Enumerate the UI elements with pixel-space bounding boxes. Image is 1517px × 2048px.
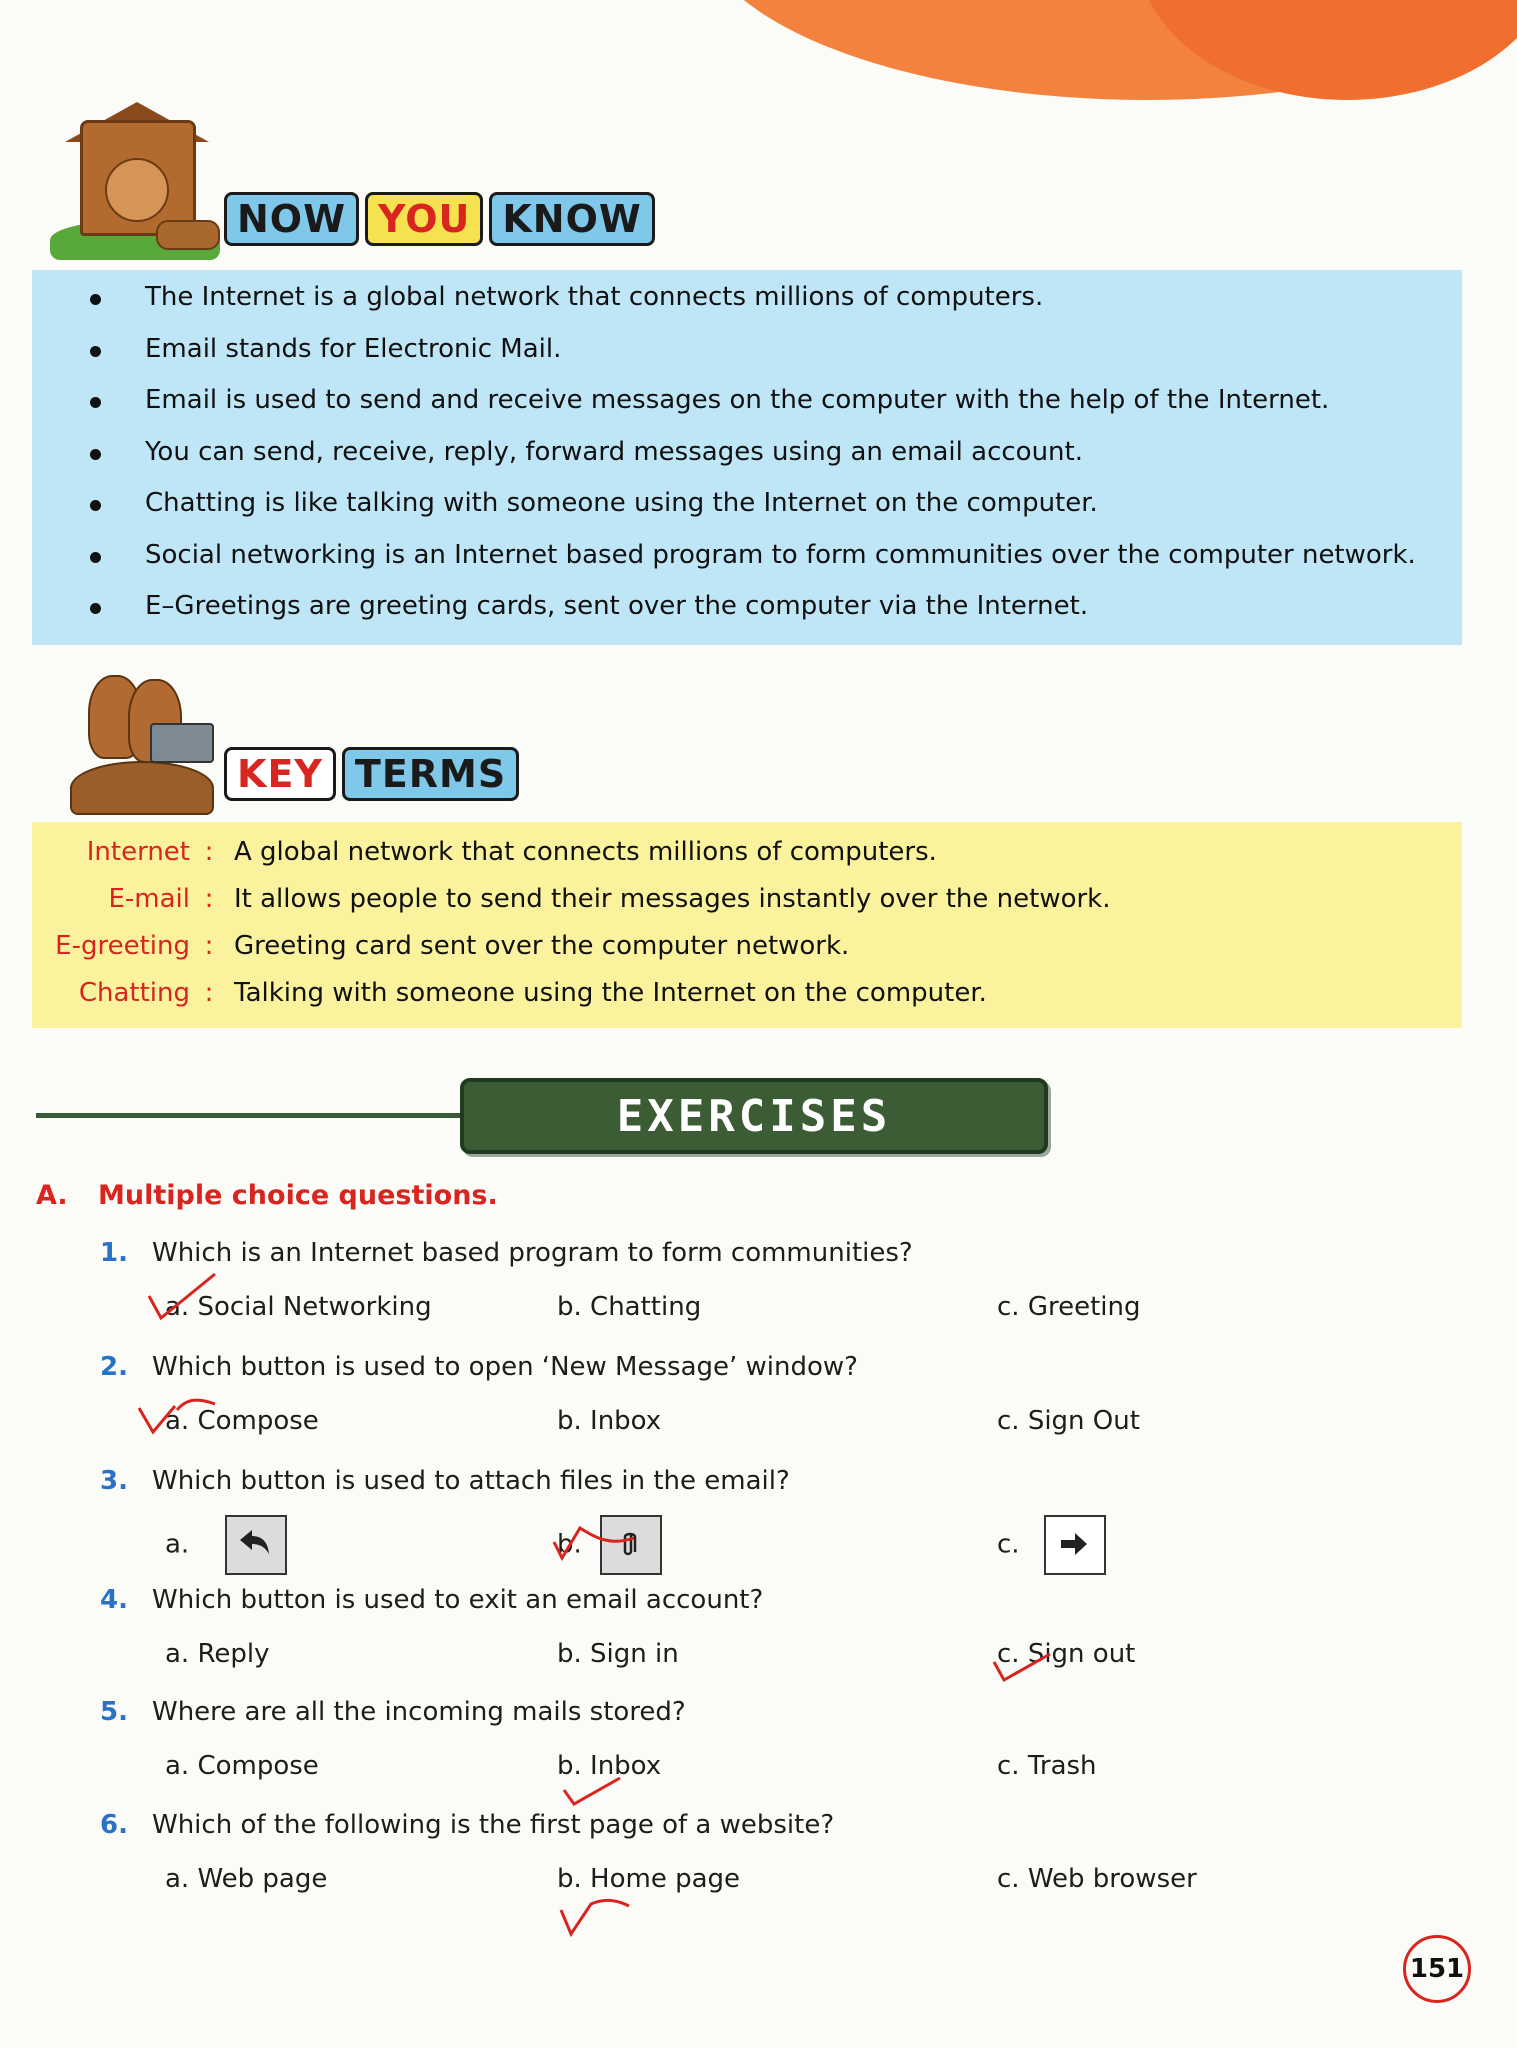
question xyxy=(100,1466,1400,1496)
question xyxy=(100,1697,1400,1727)
options-row xyxy=(165,1515,1415,1577)
option-a: a. Compose xyxy=(165,1406,319,1436)
question-number: 2. xyxy=(100,1352,128,1382)
question-text: Which button is used to open ‘New Message’ window? xyxy=(152,1352,858,1382)
list-item: The Internet is a global network that connects millions of computers. xyxy=(90,272,1460,324)
badge-word: YOU xyxy=(365,192,483,246)
option-label: c. xyxy=(997,1529,1020,1560)
option-c: c. Trash xyxy=(997,1751,1097,1781)
term: Internet xyxy=(86,836,190,867)
options-row xyxy=(165,1639,1415,1679)
tick-mark-icon xyxy=(555,1890,635,1940)
term-colon: : xyxy=(204,883,214,914)
beavers-laptop-illustration xyxy=(50,665,220,815)
option-a: a. Compose xyxy=(165,1751,319,1781)
term-colon: : xyxy=(204,977,214,1008)
question-text: Which button is used to exit an email account? xyxy=(152,1585,764,1615)
option-label: a. xyxy=(165,1529,190,1560)
question xyxy=(100,1585,1400,1615)
option-a: a. Social Networking xyxy=(165,1292,432,1322)
badge-word: KEY xyxy=(224,747,336,801)
term-row xyxy=(40,875,1440,922)
tick-mark-icon xyxy=(560,1770,630,1810)
term-definition: Talking with someone using the Internet on the computer. xyxy=(234,977,987,1008)
term-row xyxy=(40,969,1440,1016)
option-c: c. Web browser xyxy=(997,1864,1197,1894)
list-item: Social networking is an Internet based program to form communities over the computer network. xyxy=(90,530,1460,582)
badge-word: TERMS xyxy=(342,747,519,801)
term-definition: It allows people to send their messages instantly over the network. xyxy=(234,883,1111,914)
options-row xyxy=(165,1751,1415,1791)
option-c: c. Sign out xyxy=(997,1639,1136,1669)
now-you-know-badge xyxy=(224,192,655,246)
term-colon: : xyxy=(204,930,214,961)
question xyxy=(100,1238,1400,1268)
page-number: 151 xyxy=(1403,1935,1471,2003)
badge-word: NOW xyxy=(224,192,359,246)
question-text: Which button is used to attach files in the email? xyxy=(152,1466,790,1496)
badge-word: KNOW xyxy=(489,192,654,246)
tick-mark-icon xyxy=(135,1388,225,1448)
section-title: Multiple choice questions. xyxy=(98,1180,498,1211)
term-row xyxy=(40,828,1440,875)
option-label: b. xyxy=(557,1529,582,1560)
exercises-title: EXERCISES xyxy=(616,1090,892,1142)
term-row xyxy=(40,922,1440,969)
term-definition: Greeting card sent over the computer network. xyxy=(234,930,850,961)
option-a: a. Reply xyxy=(165,1639,270,1669)
list-item: Chatting is like talking with someone using the Internet on the computer. xyxy=(90,478,1460,530)
list-item: E–Greetings are greeting cards, sent over the computer via the Internet. xyxy=(90,581,1460,633)
term: E-mail xyxy=(108,883,190,914)
option-a xyxy=(165,1515,287,1575)
question-number: 6. xyxy=(100,1810,128,1840)
term: E-greeting xyxy=(55,930,190,961)
question-number: 5. xyxy=(100,1697,128,1727)
question xyxy=(100,1352,1400,1382)
tick-mark-icon xyxy=(990,1646,1060,1686)
key-terms-header xyxy=(50,665,519,815)
option-c: c. Sign Out xyxy=(997,1406,1140,1436)
section-heading xyxy=(36,1180,498,1211)
term-colon: : xyxy=(204,836,214,867)
tick-mark-icon xyxy=(550,1516,640,1566)
option-b: b. Sign in xyxy=(557,1639,679,1669)
now-you-know-list xyxy=(90,272,1460,633)
list-item: You can send, receive, reply, forward messages using an email account. xyxy=(90,427,1460,479)
question-text: Where are all the incoming mails stored? xyxy=(152,1697,686,1727)
option-c xyxy=(997,1515,1106,1575)
option-a: a. Web page xyxy=(165,1864,328,1894)
options-row xyxy=(165,1292,1415,1332)
key-terms-table xyxy=(40,828,1440,1016)
options-row xyxy=(165,1406,1415,1446)
option-b: b. Inbox xyxy=(557,1406,662,1436)
beaver-house-illustration xyxy=(50,110,220,260)
question-number: 1. xyxy=(100,1238,128,1268)
section-letter: A. xyxy=(36,1180,68,1211)
question-number: 3. xyxy=(100,1466,128,1496)
option-b: b. Home page xyxy=(557,1864,741,1894)
now-you-know-header xyxy=(50,110,655,260)
options-row xyxy=(165,1864,1415,1904)
term: Chatting xyxy=(78,977,190,1008)
list-item: Email stands for Electronic Mail. xyxy=(90,324,1460,376)
tick-mark-icon xyxy=(145,1268,225,1328)
question-number: 4. xyxy=(100,1585,128,1615)
option-b: b. Inbox xyxy=(557,1751,662,1781)
reply-arrow-icon xyxy=(225,1515,287,1575)
list-item: Email is used to send and receive messages on the computer with the help of the Internet. xyxy=(90,375,1460,427)
option-b: b. Chatting xyxy=(557,1292,702,1322)
question-text: Which is an Internet based program to form communities? xyxy=(152,1238,913,1268)
question xyxy=(100,1810,1400,1840)
forward-arrow-icon xyxy=(1044,1515,1106,1575)
exercises-banner xyxy=(460,1078,1048,1154)
option-c: c. Greeting xyxy=(997,1292,1141,1322)
term-definition: A global network that connects millions of computers. xyxy=(234,836,937,867)
key-terms-badge xyxy=(224,747,519,801)
question-text: Which of the following is the first page of a website? xyxy=(152,1810,835,1840)
